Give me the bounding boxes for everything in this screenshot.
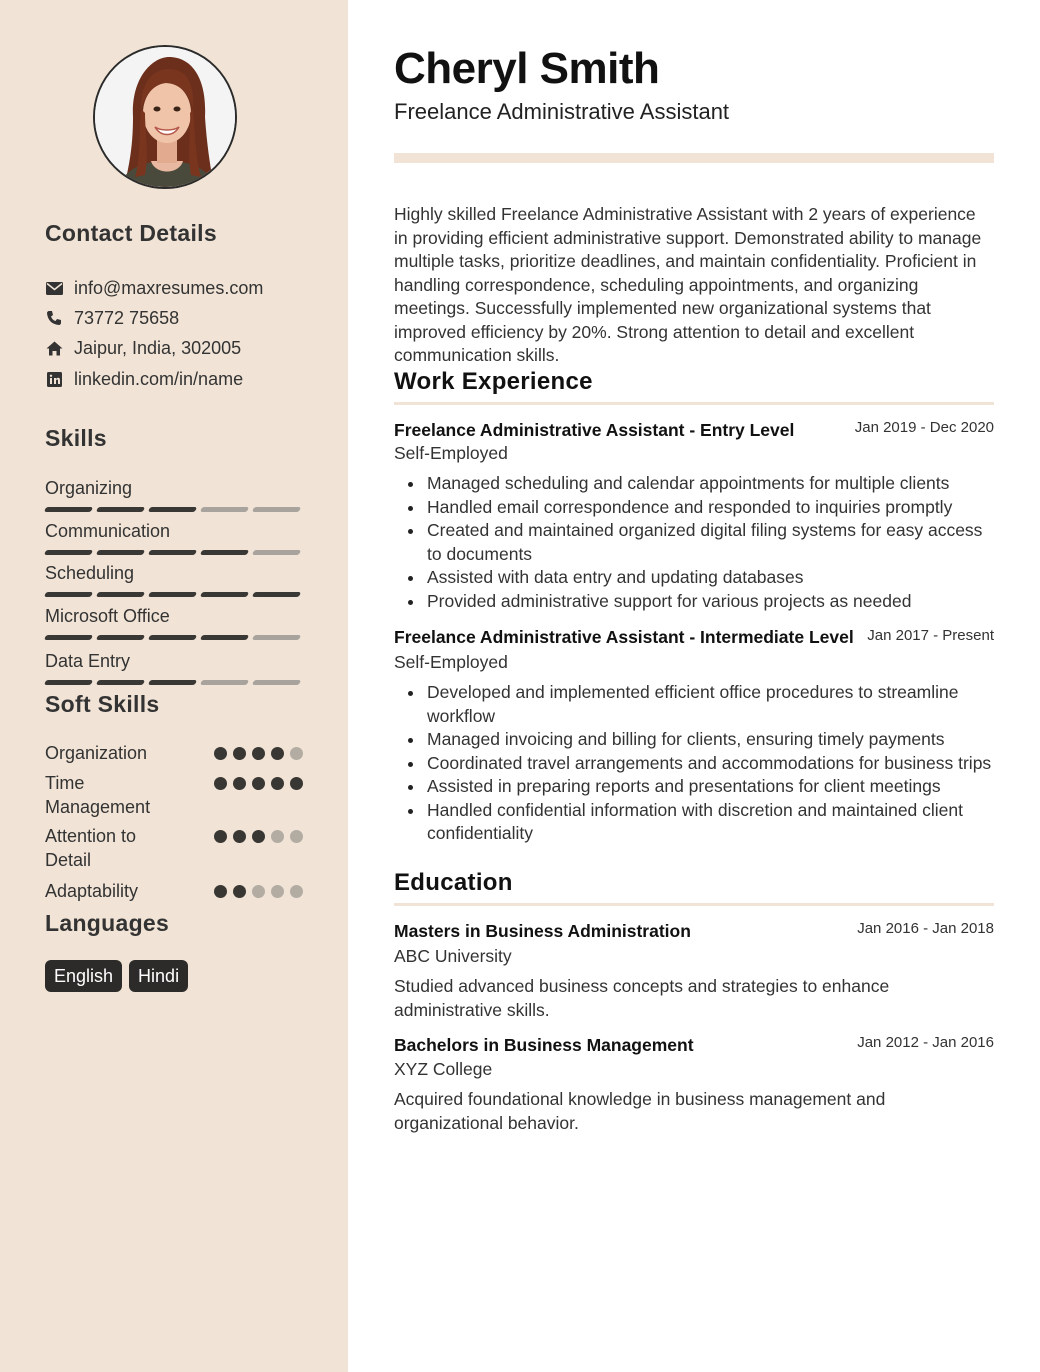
job-bullets bbox=[394, 681, 994, 846]
soft-skill-label: Time Management bbox=[45, 773, 151, 817]
soft-skill-item bbox=[45, 879, 301, 903]
skill-bar-empty bbox=[252, 680, 301, 685]
skill-bar-filled bbox=[96, 680, 145, 685]
skill-bar-empty bbox=[200, 680, 249, 685]
list-item: Created and maintained organized digital filing systems for easy access to documents bbox=[394, 519, 994, 566]
skill-item bbox=[45, 605, 301, 640]
list-item: Assisted with data entry and updating databases bbox=[394, 566, 994, 590]
list-item: Coordinated travel arrangements and accommodations for business trips bbox=[394, 752, 994, 776]
skill-item bbox=[45, 562, 301, 597]
profile-photo bbox=[95, 47, 237, 189]
contact-heading: Contact Details bbox=[45, 220, 217, 246]
skill-bar-filled bbox=[44, 507, 93, 512]
envelope-icon bbox=[45, 279, 63, 297]
soft-skill-rating bbox=[214, 830, 303, 843]
contact-linkedin bbox=[45, 367, 243, 391]
skill-bar-empty bbox=[252, 550, 301, 555]
job-employer: Self-Employed bbox=[394, 652, 508, 672]
skill-bar-filled bbox=[44, 550, 93, 555]
skill-label: Scheduling bbox=[45, 563, 135, 583]
language-tag: Hindi bbox=[129, 960, 188, 992]
rating-dot-filled bbox=[214, 747, 227, 760]
sidebar bbox=[0, 0, 348, 1372]
skill-bar-filled bbox=[96, 507, 145, 512]
home-icon bbox=[45, 339, 63, 357]
education-description: Studied advanced business concepts and strategies to enhance administrative skills. bbox=[394, 976, 890, 1020]
list-item: Handled confidential information with discretion and maintained client confidentiality bbox=[394, 799, 994, 846]
rating-dot-empty bbox=[271, 830, 284, 843]
main-content bbox=[348, 0, 1040, 1372]
soft-skill-rating bbox=[214, 885, 303, 898]
contact-phone-text: 73772 75658 bbox=[74, 307, 180, 328]
rating-dot-filled bbox=[214, 885, 227, 898]
skill-bar-filled bbox=[96, 592, 145, 597]
soft-skill-rating bbox=[214, 747, 303, 760]
soft-skill-rating bbox=[214, 777, 303, 790]
rating-dot-filled bbox=[290, 777, 303, 790]
soft-skill-label: Organization bbox=[45, 743, 148, 763]
skill-bar-filled bbox=[200, 592, 249, 597]
contact-phone bbox=[45, 306, 179, 330]
rating-dot-filled bbox=[271, 747, 284, 760]
skill-bar-filled bbox=[148, 550, 197, 555]
degree-title: Bachelors in Business Management bbox=[394, 1035, 694, 1055]
language-list bbox=[45, 960, 188, 992]
person-name: Cheryl Smith bbox=[394, 44, 660, 93]
rating-dot-filled bbox=[252, 747, 265, 760]
rating-dot-filled bbox=[252, 830, 265, 843]
school-name: ABC University bbox=[394, 946, 512, 966]
education-heading: Education bbox=[394, 869, 513, 896]
contact-linkedin-text[interactable]: linkedin.com/in/name bbox=[74, 368, 244, 389]
job-employer: Self-Employed bbox=[394, 443, 508, 463]
job-bullets bbox=[394, 472, 994, 613]
header-divider bbox=[394, 153, 994, 163]
phone-icon bbox=[45, 309, 63, 327]
rating-dot-empty bbox=[252, 885, 265, 898]
skill-bar-empty bbox=[200, 507, 249, 512]
job-title: Freelance Administrative Assistant - Intermediate Level bbox=[394, 627, 854, 647]
summary-text: Highly skilled Freelance Administrative Assistant with 2 years of experience in providing efficient administrative support. Demonstrated ability to manage multiple tasks, prioritize deadlines, and maintain confidentiality. Proficient in handling correspondence, scheduling appointments, and organizing meetings. Successfully implemented new organizational systems that improved efficiency by 20%. Strong attention to detail and excellent communication skills. bbox=[394, 204, 982, 365]
soft-skill-item bbox=[45, 741, 301, 765]
section-divider bbox=[394, 903, 994, 906]
skill-level-bar bbox=[45, 592, 301, 597]
soft-skill-label: Adaptability bbox=[45, 881, 139, 901]
skill-bar-filled bbox=[148, 635, 197, 640]
rating-dot-filled bbox=[271, 777, 284, 790]
skill-item bbox=[45, 650, 301, 685]
linkedin-icon bbox=[45, 370, 63, 388]
contact-location-text: Jaipur, India, 302005 bbox=[74, 337, 242, 358]
skill-label: Microsoft Office bbox=[45, 606, 170, 626]
rating-dot-empty bbox=[271, 885, 284, 898]
rating-dot-filled bbox=[214, 830, 227, 843]
skill-bar-filled bbox=[252, 592, 301, 597]
skill-level-bar bbox=[45, 550, 301, 555]
education-description: Acquired foundational knowledge in business management and organizational behavior. bbox=[394, 1089, 886, 1133]
list-item: Developed and implemented efficient office procedures to streamline workflow bbox=[394, 681, 994, 728]
contact-email-text[interactable]: info@maxresumes.com bbox=[74, 277, 264, 298]
section-divider bbox=[394, 402, 994, 405]
rating-dot-filled bbox=[233, 885, 246, 898]
job-dates: Jan 2019 - Dec 2020 bbox=[854, 419, 994, 436]
person-role: Freelance Administrative Assistant bbox=[394, 99, 730, 124]
skill-bar-filled bbox=[200, 550, 249, 555]
skill-item bbox=[45, 477, 301, 512]
skill-bar-filled bbox=[200, 635, 249, 640]
contact-location bbox=[45, 336, 241, 360]
rating-dot-filled bbox=[233, 777, 246, 790]
experience-heading: Work Experience bbox=[394, 368, 593, 395]
skill-bar-filled bbox=[44, 635, 93, 640]
skill-label: Organizing bbox=[45, 478, 133, 498]
rating-dot-empty bbox=[290, 885, 303, 898]
list-item: Assisted in preparing reports and presentations for client meetings bbox=[394, 775, 994, 799]
skill-bar-filled bbox=[96, 550, 145, 555]
skill-bar-empty bbox=[252, 635, 301, 640]
soft-skill-label: Attention to Detail bbox=[45, 826, 137, 870]
languages-heading: Languages bbox=[45, 910, 170, 936]
list-item: Managed invoicing and billing for clients, ensuring timely payments bbox=[394, 728, 994, 752]
job-dates: Jan 2017 - Present bbox=[867, 627, 994, 644]
skill-item bbox=[45, 520, 301, 555]
skill-label: Data Entry bbox=[45, 651, 131, 671]
skill-bar-filled bbox=[44, 592, 93, 597]
skill-level-bar bbox=[45, 635, 301, 640]
degree-title: Masters in Business Administration bbox=[394, 921, 691, 941]
rating-dot-filled bbox=[214, 777, 227, 790]
avatar bbox=[93, 45, 237, 189]
skill-bar-filled bbox=[148, 507, 197, 512]
skill-level-bar bbox=[45, 680, 301, 685]
job-title: Freelance Administrative Assistant - Entry Level bbox=[394, 420, 795, 440]
education-dates: Jan 2012 - Jan 2016 bbox=[857, 1034, 994, 1051]
rating-dot-filled bbox=[233, 747, 246, 760]
list-item: Managed scheduling and calendar appointments for multiple clients bbox=[394, 472, 994, 496]
skill-bar-filled bbox=[148, 592, 197, 597]
skill-bar-filled bbox=[44, 680, 93, 685]
skill-level-bar bbox=[45, 507, 301, 512]
rating-dot-filled bbox=[233, 830, 246, 843]
skills-heading: Skills bbox=[45, 425, 107, 451]
list-item: Handled email correspondence and responded to inquiries promptly bbox=[394, 496, 994, 520]
soft-skill-item bbox=[45, 771, 301, 819]
skill-bar-filled bbox=[96, 635, 145, 640]
rating-dot-empty bbox=[290, 830, 303, 843]
skill-bar-empty bbox=[252, 507, 301, 512]
language-tag: English bbox=[45, 960, 122, 992]
soft-skills-heading: Soft Skills bbox=[45, 691, 160, 717]
soft-skill-item bbox=[45, 824, 301, 872]
rating-dot-filled bbox=[252, 777, 265, 790]
rating-dot-empty bbox=[290, 747, 303, 760]
skill-bar-filled bbox=[148, 680, 197, 685]
school-name: XYZ College bbox=[394, 1059, 493, 1079]
contact-email bbox=[45, 276, 263, 300]
education-dates: Jan 2016 - Jan 2018 bbox=[857, 920, 994, 937]
list-item: Provided administrative support for various projects as needed bbox=[394, 590, 994, 614]
skill-label: Communication bbox=[45, 521, 171, 541]
